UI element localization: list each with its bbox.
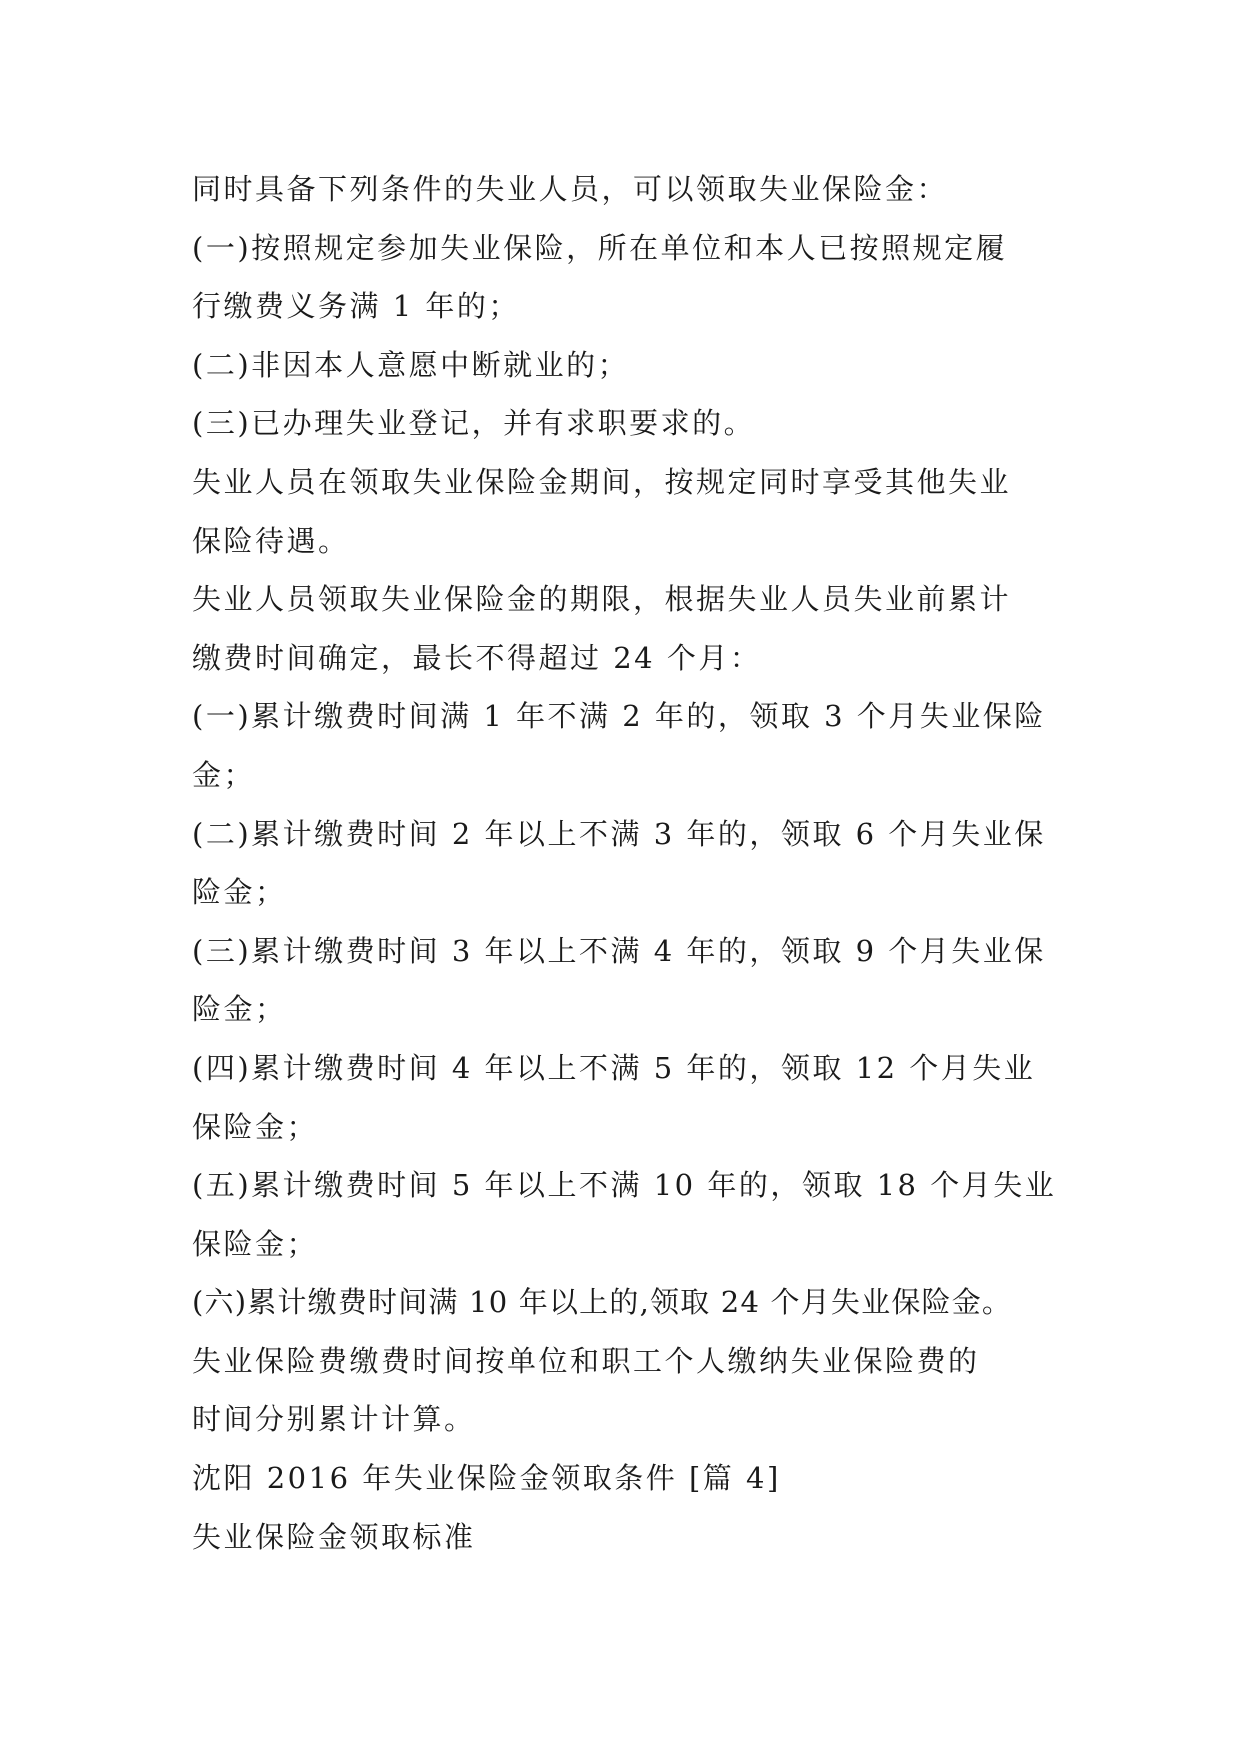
paragraph-line: 时间分别累计计算。 (192, 1402, 476, 1437)
paragraph-line: (三)累计缴费时间 3 年以上不满 4 年的，领取 9 个月失业保 (192, 933, 1046, 968)
section-subheading: 失业保险金领取标准 (192, 1519, 476, 1554)
paragraph-line: 金； (192, 757, 256, 792)
paragraph-line: (六)累计缴费时间满 10 年以上的,领取 24 个月失业保险金。 (192, 1285, 1013, 1320)
paragraph-line: 行缴费义务满 1 年的； (192, 289, 520, 324)
paragraph-line: 缴费时间确定，最长不得超过 24 个月： (192, 640, 762, 675)
paragraph-line: 失业人员领取失业保险金的期限，根据失业人员失业前累计 (192, 582, 1012, 617)
paragraph-line: 保险待遇。 (192, 523, 350, 558)
paragraph-line: 保险金； (192, 1226, 319, 1261)
paragraph-line: (二)累计缴费时间 2 年以上不满 3 年的，领取 6 个月失业保 (192, 816, 1046, 851)
section-heading: 沈阳 2016 年失业保险金领取条件 [篇 4] (192, 1461, 781, 1496)
paragraph-line: 同时具备下列条件的失业人员，可以领取失业保险金： (192, 172, 949, 206)
paragraph-line: 失业人员在领取失业保险金期间，按规定同时享受其他失业 (192, 464, 1012, 499)
paragraph-line: (三)已办理失业登记，并有求职要求的。 (192, 406, 756, 441)
document-body (192, 160, 1057, 1566)
paragraph-line: 失业保险费缴费时间按单位和职工个人缴纳失业保险费的 (192, 1343, 980, 1378)
paragraph-line: (二)非因本人意愿中断就业的； (192, 347, 630, 382)
paragraph-line: 险金； (192, 992, 287, 1027)
paragraph-line: 险金； (192, 875, 287, 910)
paragraph-line: (四)累计缴费时间 4 年以上不满 5 年的，领取 12 个月失业 (192, 1050, 1036, 1085)
paragraph-line: 保险金； (192, 1109, 319, 1144)
paragraph-line: (五)累计缴费时间 5 年以上不满 10 年的，领取 18 个月失业 (192, 1168, 1057, 1203)
paragraph-line: (一)按照规定参加失业保险，所在单位和本人已按照规定履 (192, 230, 1008, 265)
paragraph-line: (一)累计缴费时间满 1 年不满 2 年的，领取 3 个月失业保险 (192, 699, 1046, 734)
